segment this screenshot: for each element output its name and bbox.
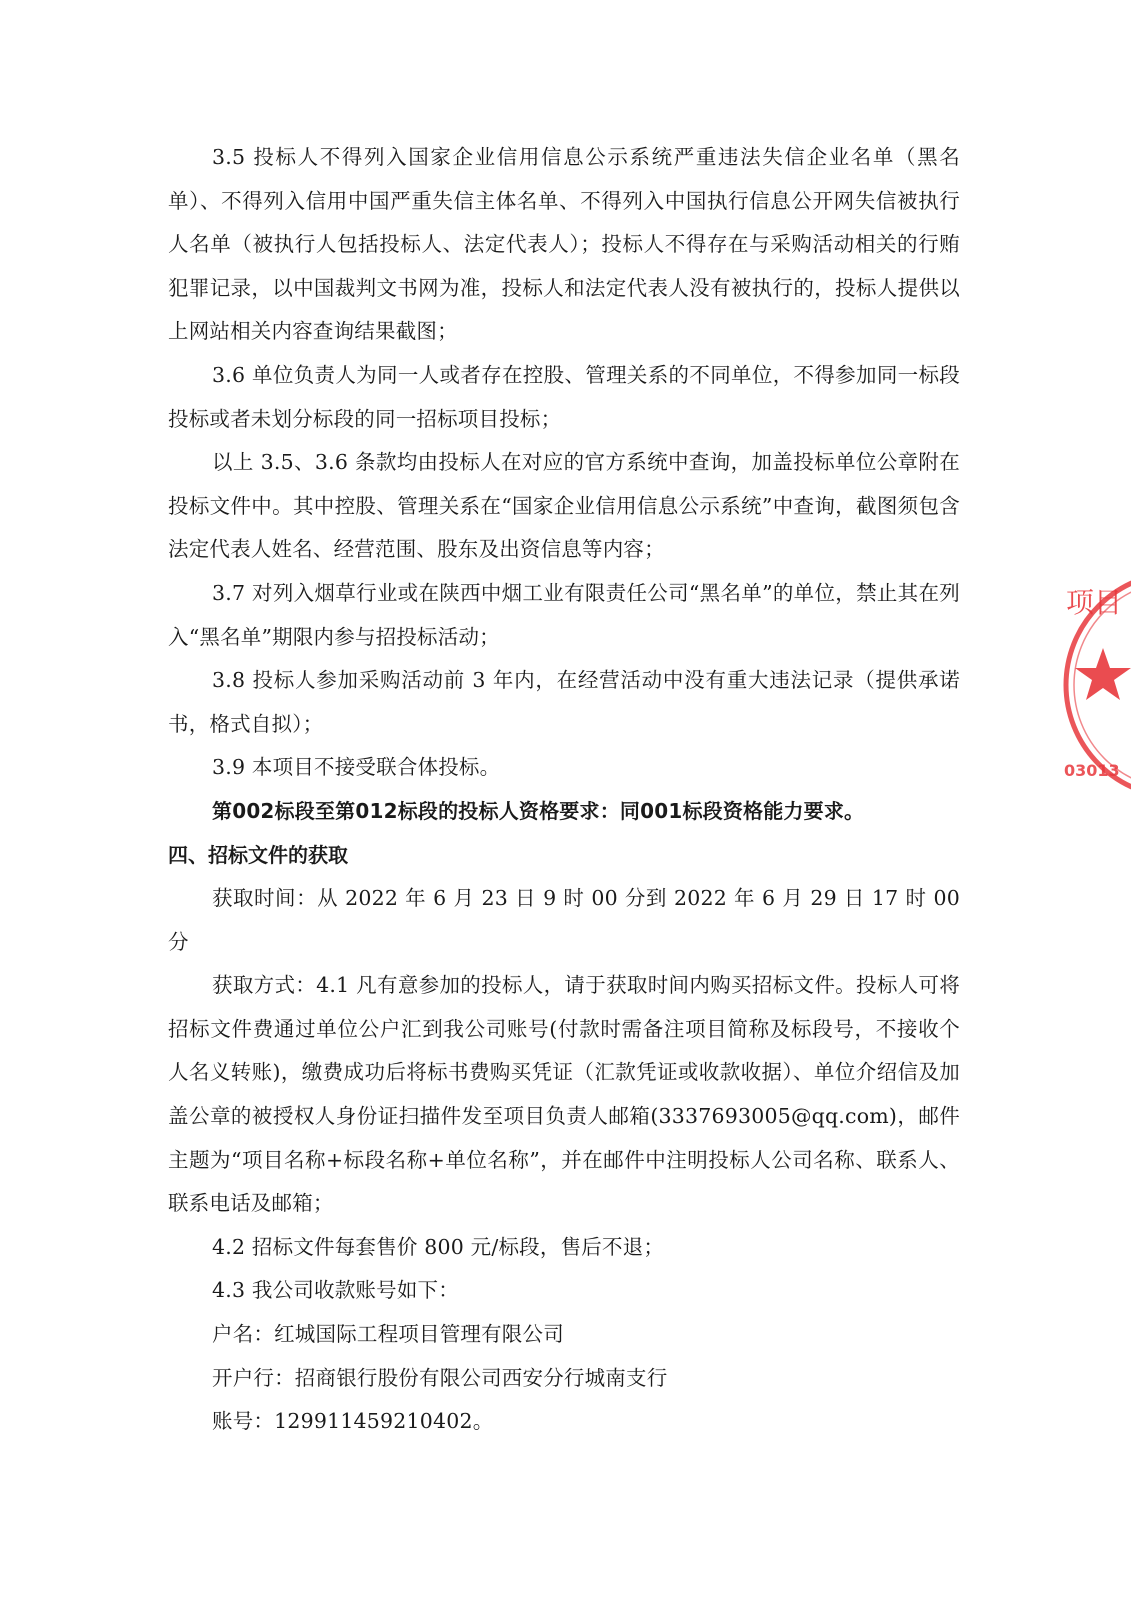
document-body [168, 136, 960, 1444]
account-number: 账号：129911459210402。 [212, 1409, 494, 1434]
account-name: 户名：红城国际工程项目管理有限公司 [212, 1322, 564, 1347]
clause-3-6: 3.6 单位负责人为同一人或者存在控股、管理关系的不同单位，不得参加同一标段投标或者未划分标段的同一招标项目投标； [168, 362, 960, 431]
qualification-note: 第002标段至第012标段的投标人资格要求：同001标段资格能力要求。 [212, 798, 865, 823]
company-seal-stamp [1058, 570, 1131, 800]
account-bank: 开户行：招商银行股份有限公司西安分行城南支行 [212, 1365, 668, 1390]
svg-text:项目: 项目 [1066, 586, 1123, 619]
clause-3-7: 3.7 对列入烟草行业或在陕西中烟工业有限责任公司“黑名单”的单位，禁止其在列入“黑名单”期限内参与招投标活动； [168, 580, 960, 649]
clause-3-9: 3.9 本项目不接受联合体投标。 [212, 755, 501, 780]
svg-text:03013: 03013 [1064, 761, 1120, 780]
clause-4-3: 4.3 我公司收款账号如下： [212, 1278, 459, 1303]
clause-3-8: 3.8 投标人参加采购活动前 3 年内，在经营活动中没有重大违法记录（提供承诺书，格式自拟）； [168, 668, 960, 736]
section-heading: 四、招标文件的获取 [168, 842, 348, 867]
acquire-method: 获取方式：4.1 凡有意参加的投标人，请于获取时间内购买招标文件。投标人可将招标文件费通过单位公户汇到我公司账号(付款时需备注项目简称及标段号，不接收个人名义转账)，缴费成功后将标书费购买凭证（汇款凭证或收款收据）、单位介绍信及加盖公章的被授权人身份证扫描件发至项目负责人邮箱(3337693005@qq.com)，邮件主题为“项目名称+标段名称+单位名称”，并在邮件中注明投标人公司名称、联系人、联系电话及邮箱； [168, 973, 960, 1216]
clause-3-5: 3.5 投标人不得列入国家企业信用信息公示系统严重违法失信企业名单（黑名单）、不得列入信用中国严重失信主体名单、不得列入中国执行信息公开网失信被执行人名单（被执行人包括投标人、法定代表人）；投标人不得存在与采购活动相关的行贿犯罪记录，以中国裁判文书网为准，投标人和法定代表人没有被执行的，投标人提供以上网站相关内容查询结果截图； [168, 145, 960, 344]
clause-4-2: 4.2 招标文件每套售价 800 元/标段，售后不退； [212, 1234, 665, 1259]
acquire-time: 获取时间：从 2022 年 6 月 23 日 9 时 00 分到 2022 年 6 月 29 日 17 时 00 分 [168, 886, 960, 954]
clause-note: 以上 3.5、3.6 条款均由投标人在对应的官方系统中查询，加盖投标单位公章附在投标文件中。其中控股、管理关系在“国家企业信用信息公示系统”中查询，截图须包含法定代表人姓名、经营范围、股东及出资信息等内容； [168, 450, 960, 562]
